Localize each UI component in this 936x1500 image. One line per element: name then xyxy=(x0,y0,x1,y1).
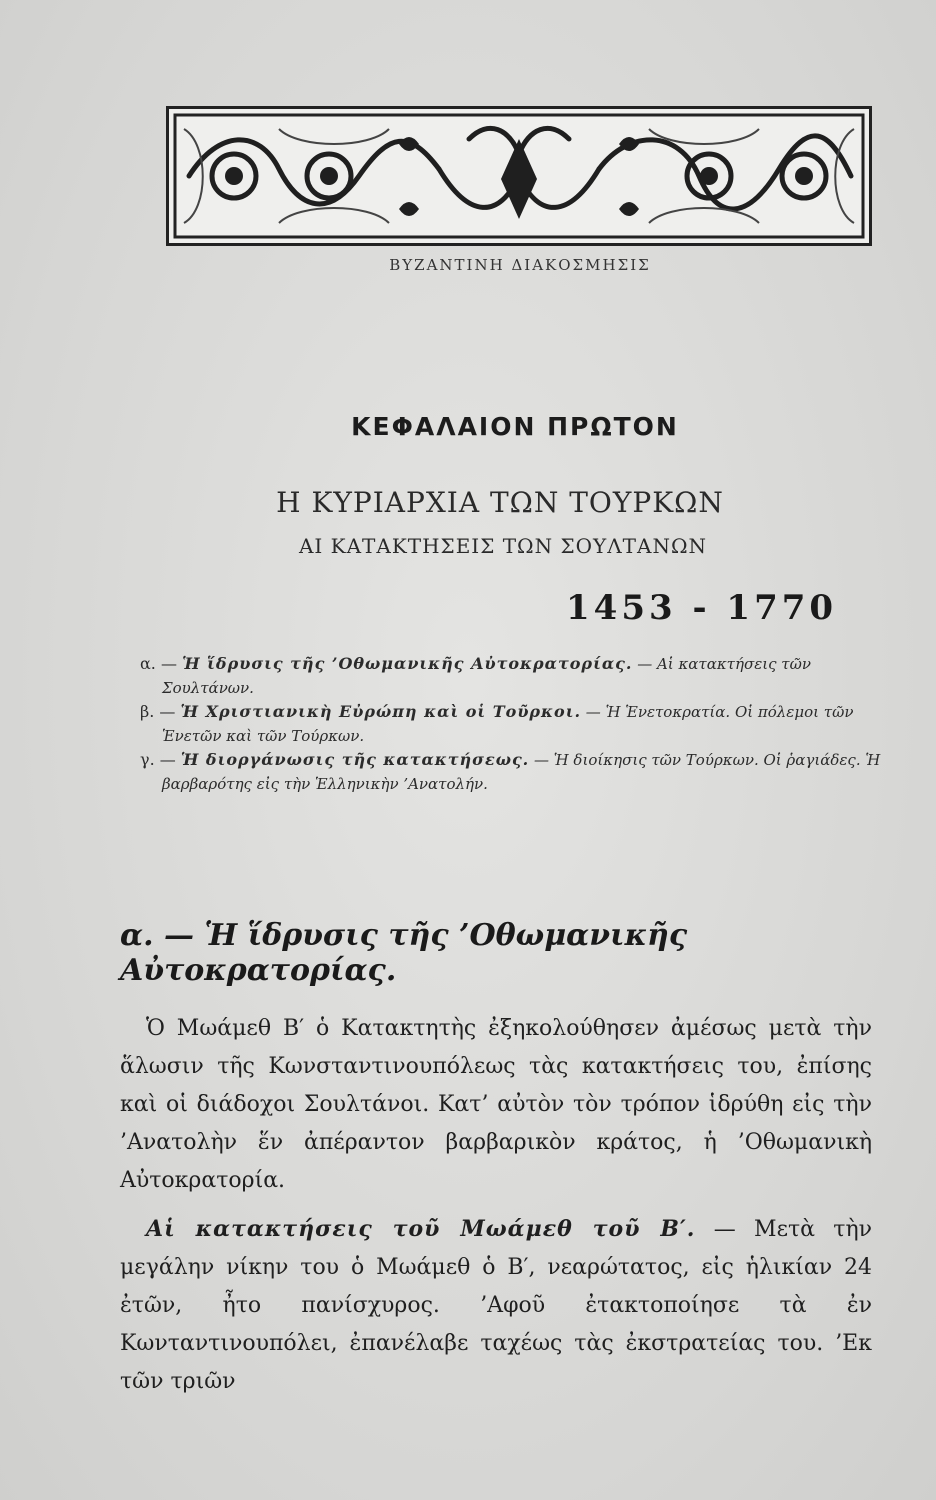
section-heading: α. — Ἡ ἵδρυσις τῆς ’Οθωμανικῆς Αὐτοκρατορίας. xyxy=(120,918,688,988)
summary-marker: α. — xyxy=(140,654,177,673)
summary-marker: γ. — xyxy=(140,750,176,769)
summary-lead: Ἡ ἵδρυσις τῆς ’Οθωμανικῆς Αὐτοκρατορίας. xyxy=(182,654,633,673)
body-text xyxy=(120,1010,872,1401)
subtitle: ΑΙ ΚΑΤΑΚΤΗΣΕΙΣ ΤΩΝ ΣΟΥΛΤΑΝΩΝ xyxy=(298,534,708,558)
summary-rest: — Ἡ διοίκησις τῶν Τούρκων. Οἱ ῥαγιάδες. Ἡ βαρβαρότης εἰς τὴν Ἑλληνικὴν ’Ανατολήν. xyxy=(162,751,881,793)
summary-rest: — Ἡ Ἑνετοκρατία. Οἱ πόλεμοι τῶν Ἑνετῶν καὶ τῶν Τούρκων. xyxy=(162,703,854,745)
summary-lead: Ἡ διοργάνωσις τῆς κατακτήσεως. xyxy=(180,750,530,769)
summary-item-a xyxy=(140,652,900,700)
paragraph xyxy=(120,1210,872,1401)
year-range: 1453 - 1770 xyxy=(566,588,838,628)
ornament-pattern-image xyxy=(169,109,869,243)
chapter-summary xyxy=(140,652,900,796)
paragraph-text: — Μετὰ τὴν μεγάλην νίκην του ὁ Μωάμεθ ὁ Β′, νεαρώτατος, εἰς ἡλικίαν 24 ἐτῶν, ἦτο πανίσχυρος. ’Αφοῦ ἐτακτοποίησε τὰ ἐν Κωνταντινουπόλει, ἐπανέλαβε ταχέως τὰς ἐκστρατείας του. ’Εκ τῶν τριῶν xyxy=(120,1217,872,1394)
chapter-title: ΚΕΦΑΛΑΙΟΝ ΠΡΩΤΟΝ xyxy=(351,412,679,441)
summary-item-b xyxy=(140,700,900,748)
summary-rest: — Αἱ κατακτήσεις τῶν Σουλτάνων. xyxy=(162,655,811,697)
paragraph: Ὁ Μωάμεθ Β′ ὁ Κατακτητὴς ἐξηκολούθησεν ἀμέσως μετὰ τὴν ἅλωσιν τῆς Κωνσταντινουπόλεως τὰς κατακτήσεις του, ἐπίσης καὶ οἱ διάδοχοι Σουλτάνοι. Κατ’ αὐτὸν τὸν τρόπον ἱδρύθη εἰς τὴν ’Ανατολὴν ἕν ἀπέραντον βαρβαρικὸν κράτος, ἡ ’Οθωμανικὴ Αὐτοκρατορία. xyxy=(120,1016,872,1193)
paragraph-lead: Αἱ κατακτήσεις τοῦ Μωάμεθ τοῦ Β′. xyxy=(146,1216,696,1242)
ornament-caption: ΒΥΖΑΝΤΙΝΗ ΔΙΑΚΟΣΜΗΣΙΣ xyxy=(389,256,651,274)
byzantine-ornament-band xyxy=(166,106,872,246)
main-title: Η ΚΥΡΙΑΡΧΙΑ ΤΩΝ ΤΟΥΡΚΩΝ xyxy=(276,486,724,519)
summary-item-c xyxy=(140,748,900,796)
summary-lead: Ἡ Χριστιανικὴ Εὐρώπη καὶ οἱ Τοῦρκοι. xyxy=(180,702,582,721)
summary-marker: β. — xyxy=(140,702,176,721)
